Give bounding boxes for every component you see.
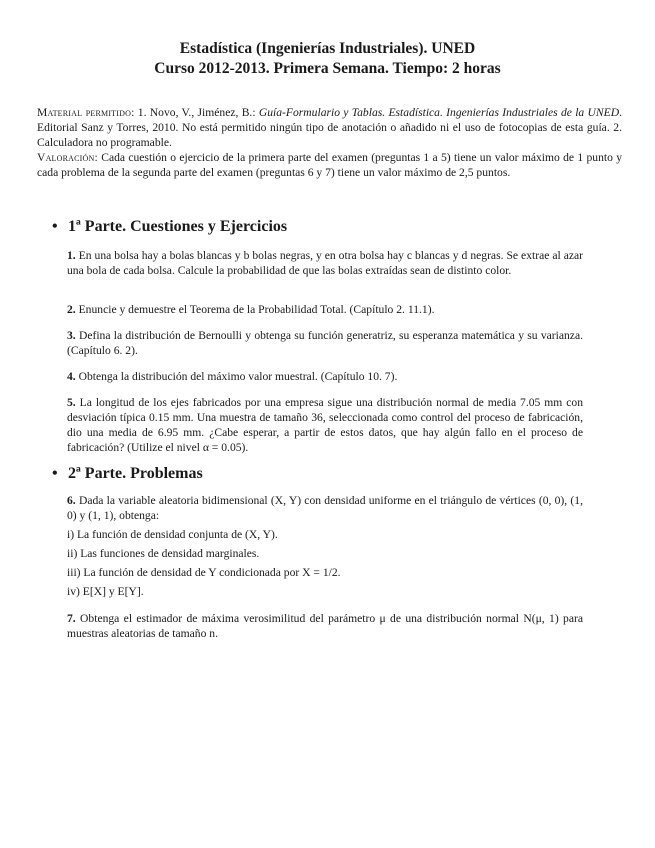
question-1 [67,248,583,278]
question-6-subitem-ii: ii) Las funciones de densidad marginales. [67,547,260,560]
part2-heading [52,465,203,483]
question-text: Dada la variable aleatoria bidimensional (X, Y) con densidad uniforme en el triángulo de vértices (0, 0), (1, 0) y (1, 1), obtenga: [67,494,583,522]
question-number: 1. [67,249,76,262]
question-3 [67,328,583,358]
question-number: 4. [67,370,76,383]
question-6-subitem-iv: iv) E[X] y E[Y]. [67,585,144,598]
question-text: La longitud de los ejes fabricados por una empresa sigue una distribución normal de media 7.05 mm con desviación típica 0.15 mm. Una muestra de tamaño 36, seleccionada como control del proceso de fabricación, dio una media de 6.95 mm. ¿Cabe esperar, a partir de estos datos, que hay algún fallo en el proceso de fabricación? (Utilize el nivel α = 0.05). [67,396,583,454]
exam-title-line2: Curso 2012-2013. Primera Semana. Tiempo: 2 horas [154,60,501,77]
question-4 [67,369,583,384]
question-6-subitem-i: i) La función de densidad conjunta de (X, Y). [67,528,278,541]
material-label: Material permitido: [37,106,135,119]
valoracion-label: Valoración: [37,151,98,164]
bullet-icon: • [52,218,58,235]
question-number: 3. [67,329,76,342]
valoracion-text: Cada cuestión o ejercicio de la primera parte del examen (preguntas 1 a 5) tiene un valor máximo de 1 punto y cada problema de la segunda parte del examen (preguntas 6 y 7) tiene un valor máximo de 2,5 puntos. [37,151,622,179]
question-6 [67,493,583,523]
question-5 [67,395,583,455]
question-6-subitem-iii: iii) La función de densidad de Y condicionada por X = 1/2. [67,566,341,579]
question-number: 5. [67,396,76,409]
question-number: 7. [67,612,76,625]
question-text: Obtenga la distribución del máximo valor muestral. (Capítulo 10. 7). [75,370,398,383]
question-text: Enuncie y demuestre el Teorema de la Probabilidad Total. (Capítulo 2. 11.1). [75,303,435,316]
material-text-b: . Editorial Sanz y Torres, 2010. No está permitido ningún tipo de anotación o añadido ni el uso de fotocopias de esta guía. 2. Calculadora no programable. [37,106,622,149]
exam-instructions [37,105,622,180]
question-number: 6. [67,494,76,507]
part2-title: 2ª Parte. Problemas [68,465,203,482]
part1-title: 1ª Parte. Cuestiones y Ejercicios [68,218,288,235]
question-number: 2. [67,303,76,316]
question-text: Obtenga el estimador de máxima verosimilitud del parámetro μ de una distribución normal N(μ, 1) para muestras aleatorias de tamaño n. [67,612,583,640]
part1-heading [52,218,287,236]
material-text-a: 1. Novo, V., Jiménez, B.: [134,106,259,119]
bullet-icon: • [52,465,58,482]
question-text: En una bolsa hay a bolas blancas y b bolas negras, y en otra bolsa hay c blancas y d negras. Se extrae al azar una bola de cada bolsa. Calcule la probabilidad de que las bolas extraídas sean de distinto color. [67,249,583,277]
question-2 [67,302,583,317]
material-book-title: Guía-Formulario y Tablas. Estadística. Ingenierías Industriales de la UNED [258,106,620,119]
question-7 [67,611,583,641]
exam-title-line1: Estadística (Ingenierías Industriales). UNED [179,40,476,57]
question-text: Defina la distribución de Bernoulli y obtenga su función generatriz, su esperanza matemática y su varianza. (Capítulo 6. 2). [67,329,583,357]
